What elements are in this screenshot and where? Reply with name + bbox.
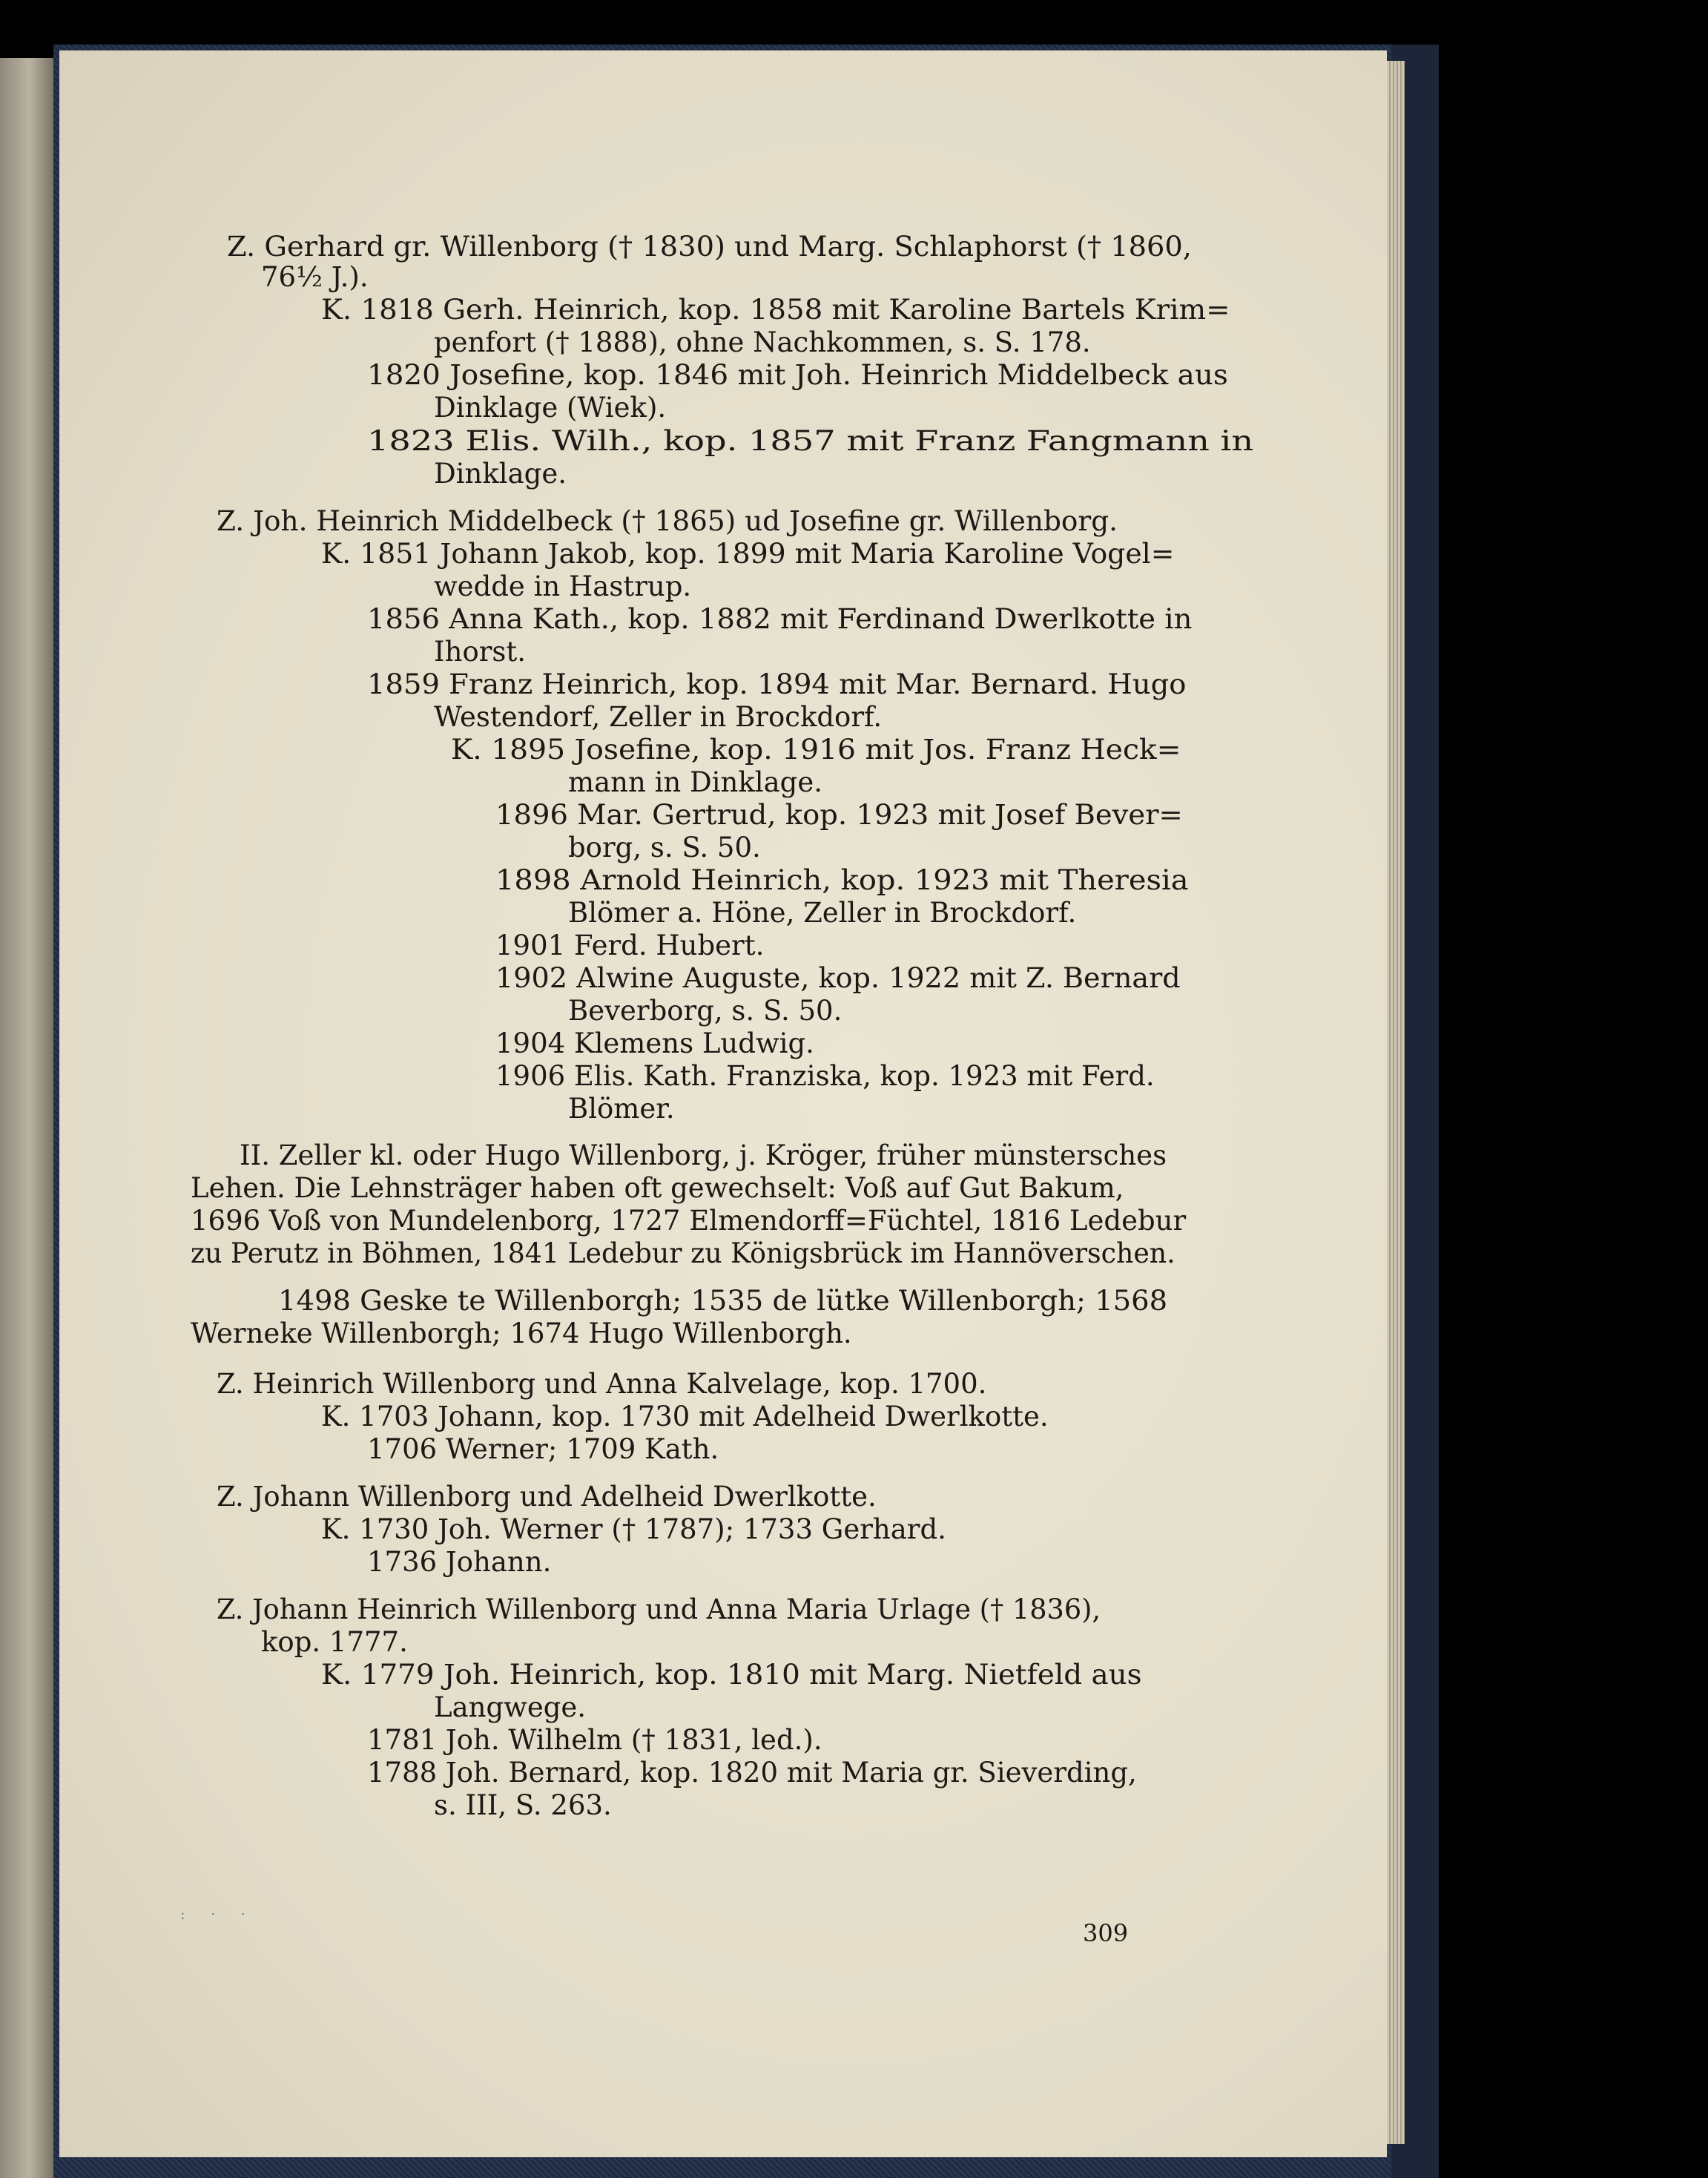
- book-page: [59, 50, 1387, 2157]
- page-text: [59, 50, 1387, 2157]
- text-line: 1902 Alwine Auguste, kop. 1922 mit Z. Bernard: [495, 962, 1181, 994]
- text-line: 1696 Voß von Mundelenborg, 1727 Elmendorff=Füchtel, 1816 Ledebur: [191, 1205, 1187, 1237]
- text-line: 1706 Werner; 1709 Kath.: [367, 1433, 719, 1465]
- text-line: Langwege.: [434, 1691, 587, 1723]
- text-line: 1896 Mar. Gertrud, kop. 1923 mit Josef Bever=: [495, 799, 1183, 831]
- text-line: Blömer.: [568, 1093, 675, 1125]
- text-line: Ihorst.: [434, 636, 527, 668]
- text-line: Beverborg, s. S. 50.: [568, 995, 843, 1027]
- gutter-marks: : · ·: [180, 1905, 257, 1923]
- page-number: 309: [1083, 1919, 1129, 1947]
- left-page-edge: [0, 58, 53, 2178]
- text-line: Westendorf, Zeller in Brockdorf.: [434, 701, 883, 733]
- text-line: Z. Heinrich Willenborg und Anna Kalvelage, kop. 1700.: [217, 1368, 987, 1400]
- text-line: Z. Gerhard gr. Willenborg († 1830) und Marg. Schlaphorst († 1860,: [227, 231, 1192, 263]
- text-line: penfort († 1888), ohne Nachkommen, s. S. 178.: [434, 326, 1091, 358]
- text-line: K. 1779 Joh. Heinrich, kop. 1810 mit Marg. Nietfeld aus: [321, 1659, 1142, 1691]
- text-line: K. 1851 Johann Jakob, kop. 1899 mit Maria Karoline Vogel=: [321, 538, 1175, 570]
- text-line: Lehen. Die Lehnsträger haben oft gewechselt: Voß auf Gut Bakum,: [191, 1172, 1124, 1204]
- text-line: 1823 Elis. Wilh., kop. 1857 mit Franz Fangmann in: [367, 425, 1254, 457]
- text-line: mann in Dinklage.: [568, 766, 822, 798]
- text-line: 76½ J.).: [261, 261, 369, 293]
- text-line: 1856 Anna Kath., kop. 1882 mit Ferdinand Dwerlkotte in: [367, 603, 1193, 635]
- text-line: Dinklage (Wiek).: [434, 392, 667, 424]
- text-line: s. III, S. 263.: [434, 1789, 612, 1821]
- text-line: Blömer a. Höne, Zeller in Brockdorf.: [568, 897, 1077, 929]
- text-line: K. 1895 Josefine, kop. 1916 mit Jos. Franz Heck=: [451, 734, 1181, 766]
- text-line: 1788 Joh. Bernard, kop. 1820 mit Maria gr. Sieverding,: [367, 1757, 1137, 1789]
- text-line: 1901 Ferd. Hubert.: [495, 930, 765, 961]
- text-line: 1906 Elis. Kath. Franziska, kop. 1923 mit Ferd.: [495, 1060, 1155, 1092]
- text-line: 1904 Klemens Ludwig.: [495, 1027, 814, 1059]
- text-line: 1781 Joh. Wilhelm († 1831, led.).: [367, 1724, 822, 1756]
- text-line: 1820 Josefine, kop. 1846 mit Joh. Heinrich Middelbeck aus: [367, 359, 1228, 391]
- text-line: 1498 Geske te Willenborgh; 1535 de lütke Willenborgh; 1568: [278, 1285, 1168, 1317]
- text-line: 1898 Arnold Heinrich, kop. 1923 mit Theresia: [495, 864, 1189, 896]
- text-line: K. 1730 Joh. Werner († 1787); 1733 Gerhard.: [321, 1513, 946, 1545]
- text-line: 1859 Franz Heinrich, kop. 1894 mit Mar. Bernard. Hugo: [367, 668, 1187, 700]
- text-line: borg, s. S. 50.: [568, 832, 761, 863]
- text-line: II. Zeller kl. oder Hugo Willenborg, j. Kröger, früher münstersches: [240, 1139, 1167, 1171]
- text-line: Dinklage.: [434, 458, 567, 490]
- text-line: 1736 Johann.: [367, 1546, 552, 1578]
- text-line: K. 1818 Gerh. Heinrich, kop. 1858 mit Karoline Bartels Krim=: [321, 294, 1230, 326]
- text-line: kop. 1777.: [261, 1626, 408, 1658]
- text-line: Z. Johann Heinrich Willenborg und Anna Maria Urlage († 1836),: [217, 1593, 1101, 1625]
- text-line: Z. Joh. Heinrich Middelbeck († 1865) ud Josefine gr. Willenborg.: [217, 505, 1118, 537]
- text-line: Z. Johann Willenborg und Adelheid Dwerlkotte.: [217, 1481, 877, 1513]
- text-line: zu Perutz in Böhmen, 1841 Ledebur zu Königsbrück im Hannöverschen.: [191, 1237, 1176, 1269]
- text-line: wedde in Hastrup.: [434, 570, 692, 602]
- text-line: Werneke Willenborgh; 1674 Hugo Willenborgh.: [191, 1317, 852, 1349]
- text-line: K. 1703 Johann, kop. 1730 mit Adelheid Dwerlkotte.: [321, 1401, 1049, 1432]
